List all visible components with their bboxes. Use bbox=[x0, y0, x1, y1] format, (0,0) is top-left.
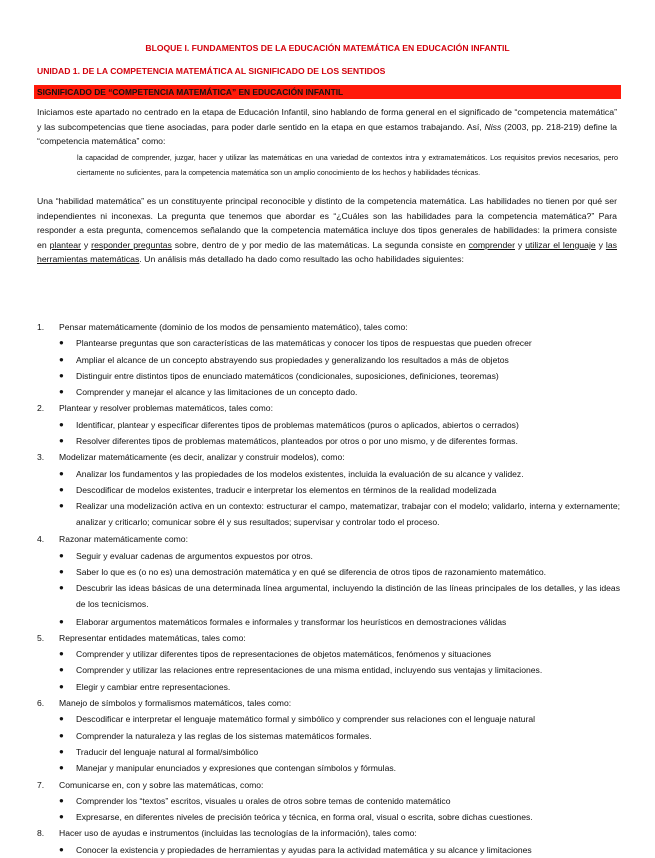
skill-bullet bbox=[59, 368, 620, 384]
para-text: y bbox=[595, 239, 606, 250]
skill-item bbox=[37, 449, 620, 465]
bullet-icon: ● bbox=[59, 844, 64, 854]
skill-bullet bbox=[59, 809, 620, 825]
para-text: . Un análisis más detallado ha dado como resultado las ocho habilidades siguientes: bbox=[139, 254, 464, 265]
para-text: y bbox=[515, 239, 526, 250]
bullet-text: Conocer la existencia y propiedades de herramientas y ayudas para la actividad matemática y su alcance y limitaciones bbox=[76, 844, 532, 855]
bullet-icon: ● bbox=[59, 484, 64, 494]
skill-number: 7. bbox=[37, 779, 45, 790]
skill-number: 4. bbox=[37, 534, 45, 545]
skill-bullet bbox=[59, 793, 620, 809]
unit-title: UNIDAD 1. DE LA COMPETENCIA MATEMÁTICA AL SIGNIFICADO DE LOS SENTIDOS bbox=[37, 66, 386, 76]
bullet-icon: ● bbox=[59, 370, 64, 380]
bullet-icon: ● bbox=[59, 649, 64, 659]
bullet-text: Manejar y manipular enunciados y expresiones que contengan símbolos y fórmulas. bbox=[76, 763, 397, 774]
skill-bullet bbox=[59, 744, 620, 760]
skill-title: Hacer uso de ayudas e instrumentos (incluidas las tecnologías de la información), tales como: bbox=[59, 828, 417, 839]
skill-bullet bbox=[59, 646, 620, 662]
skill-title: Representar entidades matemáticas, tales como: bbox=[59, 632, 246, 643]
intro-text: Iniciamos este apartado no centrado en la etapa de Educación Infantil, sino hablando de forma general en el significado de “competencia matemática” y las subcompetencias que tiene asociadas, para poder darle sentido en la etapa en que estamos trabajando. Así, bbox=[37, 107, 617, 132]
section-heading: SIGNIFICADO DE “COMPETENCIA MATEMÁTICA” EN EDUCACIÓN INFANTIL bbox=[34, 85, 621, 99]
skill-item bbox=[37, 400, 620, 416]
bullet-icon: ● bbox=[59, 583, 64, 593]
bullet-text: Descodificar e interpretar el lenguaje matemático formal y simbólico y comprender sus relaciones con el lenguaje natural bbox=[76, 714, 536, 725]
bullet-text: Saber lo que es (o no es) una demostración matemática y en qué se diferencia de otros tipos de razonamiento matemático. bbox=[76, 567, 547, 578]
bullet-text: Seguir y evaluar cadenas de argumentos expuestos por otros. bbox=[76, 550, 313, 561]
bullet-icon: ● bbox=[59, 746, 64, 756]
skill-bullet bbox=[59, 614, 620, 630]
bullet-text: Ampliar el alcance de un concepto abstrayendo sus propiedades y generalizando los resultados a más de objetos bbox=[76, 354, 509, 365]
bullet-icon: ● bbox=[59, 616, 64, 626]
bullet-text: Comprender y manejar el alcance y las limitaciones de un concepto dado. bbox=[76, 387, 358, 398]
bullet-icon: ● bbox=[59, 567, 64, 577]
skill-number: 3. bbox=[37, 452, 45, 463]
bullet-icon: ● bbox=[59, 730, 64, 740]
bullet-icon: ● bbox=[59, 812, 64, 822]
bullet-text: Analizar los fundamentos y las propiedades de los modelos existentes, incluida la evaluación de su alcance y validez. bbox=[76, 468, 524, 479]
bullet-text: Resolver diferentes tipos de problemas matemáticos, planteados por otros o por uno mismo, y de diferentes formas. bbox=[76, 436, 518, 447]
skill-bullet bbox=[59, 498, 620, 531]
skill-bullet bbox=[59, 662, 620, 678]
bullet-text: Expresarse, en diferentes niveles de precisión teórica y técnica, en forma oral, visual o escrita, sobre dichas cuestiones. bbox=[76, 812, 533, 823]
bullet-icon: ● bbox=[59, 681, 64, 691]
skill-bullet bbox=[59, 466, 620, 482]
skill-bullet bbox=[59, 728, 620, 744]
bullet-text: Traducir del lenguaje natural al formal/simbólico bbox=[76, 746, 259, 757]
bullet-text: Elaborar argumentos matemáticos formales e informales y transformar los heurísticos en demostraciones válidas bbox=[76, 616, 507, 627]
skill-item bbox=[37, 319, 620, 335]
bullet-icon: ● bbox=[59, 387, 64, 397]
underlined-term: las herramientas matemáticas bbox=[37, 239, 618, 265]
skill-item bbox=[37, 777, 620, 793]
author-name: Niss bbox=[484, 121, 502, 132]
block-title: BLOQUE I. FUNDAMENTOS DE LA EDUCACIÓN MATEMÁTICA EN EDUCACIÓN INFANTIL bbox=[145, 43, 510, 53]
bullet-icon: ● bbox=[59, 501, 64, 511]
definition-quote: la capacidad de comprender, juzgar, hacer y utilizar las matemáticas en una variedad de contextos intra y extramatemáticos. Los requisitos previos necesarios, pero ciertamente no suficientes, para la competencia matemática son un amplio conocimiento de los hechos y habilidades técnicas. bbox=[77, 153, 618, 177]
skill-title: Plantear y resolver problemas matemáticos, tales como: bbox=[59, 403, 273, 414]
skill-bullet bbox=[59, 433, 620, 449]
skill-bullet bbox=[59, 842, 620, 858]
bullet-icon: ● bbox=[59, 354, 64, 364]
skills-paragraph bbox=[37, 194, 617, 267]
bullet-text: Plantearse preguntas que son características de las matemáticas y conocer los tipos de respuestas que pueden ofrecer bbox=[76, 338, 532, 349]
skill-item bbox=[37, 695, 620, 711]
skill-bullet bbox=[59, 352, 620, 368]
skill-bullet bbox=[59, 760, 620, 776]
skills-list bbox=[37, 319, 620, 858]
skill-bullet bbox=[59, 548, 620, 564]
skill-item bbox=[37, 825, 620, 841]
bullet-icon: ● bbox=[59, 550, 64, 560]
intro-paragraph bbox=[37, 105, 617, 149]
skill-item bbox=[37, 531, 620, 547]
bullet-icon: ● bbox=[59, 763, 64, 773]
bullet-text: Comprender la naturaleza y las reglas de los sistemas matemáticos formales. bbox=[76, 730, 372, 741]
skill-bullet bbox=[59, 580, 620, 613]
skill-bullet bbox=[59, 384, 620, 400]
bullet-icon: ● bbox=[59, 436, 64, 446]
underlined-term: responder preguntas bbox=[91, 239, 172, 250]
bullet-text: Elegir y cambiar entre representaciones. bbox=[76, 681, 231, 692]
bullet-text: Comprender y utilizar las relaciones entre representaciones de una misma entidad, incluyendo sus ventajas y limitaciones. bbox=[76, 665, 543, 676]
skill-number: 6. bbox=[37, 698, 45, 709]
skill-number: 5. bbox=[37, 632, 45, 643]
intro-text-end: (2003, pp. 218-219) define la “competencia matemática” como: bbox=[37, 121, 617, 147]
skill-bullet bbox=[59, 564, 620, 580]
skill-title: Manejo de símbolos y formalismos matemáticos, tales como: bbox=[59, 698, 292, 709]
para-text: y bbox=[80, 239, 92, 250]
skill-number: 2. bbox=[37, 403, 45, 414]
skill-bullet bbox=[59, 679, 620, 695]
skill-bullet bbox=[59, 335, 620, 351]
para-text: Una “habilidad matemática” es un constituyente principal reconocible y distinto de la competencia matemática. Las habilidades no tienen por qué ser independientes ni inconexas. La pregunta que tenemos que abordar es “¿Cuáles son las habilidades para la competencia matemática?” Para responder a esta pregunta, comencemos señalando que la competencia matemática incluye dos tipos generales de habilidades: la primera consiste en bbox=[37, 196, 617, 250]
bullet-text: Descodificar de modelos existentes, traducir e interpretar los elementos en términos de la realidad modelizada bbox=[76, 484, 497, 495]
bullet-icon: ● bbox=[59, 338, 64, 348]
skill-bullet bbox=[59, 482, 620, 498]
bullet-icon: ● bbox=[59, 419, 64, 429]
underlined-term: utilizar el lenguaje bbox=[525, 239, 596, 250]
bullet-text: Comprender y utilizar diferentes tipos de representaciones de objetos matemáticos, fenómenos y situaciones bbox=[76, 649, 492, 660]
skill-title: Razonar matemáticamente como: bbox=[59, 534, 188, 545]
bullet-text: Identificar, plantear y especificar diferentes tipos de problemas matemáticos (puros o aplicados, abiertos o cerrados) bbox=[76, 419, 519, 430]
bullet-text: Distinguir entre distintos tipos de enunciado matemáticos (condicionales, suposiciones, definiciones, teoremas) bbox=[76, 370, 499, 381]
bullet-icon: ● bbox=[59, 795, 64, 805]
skill-number: 1. bbox=[37, 322, 45, 332]
bullet-text: Descubrir las ideas básicas de una determinada línea argumental, incluyendo la distinción de las líneas principales de los detalles, y las ideas de los tecnicismos. bbox=[76, 583, 620, 609]
skill-item bbox=[37, 630, 620, 646]
skill-number: 8. bbox=[37, 828, 45, 839]
bullet-text: Comprender los “textos” escritos, visuales u orales de otros sobre temas de contenido matemático bbox=[76, 795, 451, 806]
bullet-icon: ● bbox=[59, 714, 64, 724]
skill-title: Pensar matemáticamente (dominio de los modos de pensamiento matemático), tales como: bbox=[59, 322, 408, 332]
para-text: sobre, dentro de y por medio de las matemáticas. La segunda consiste en bbox=[171, 239, 469, 250]
bullet-icon: ● bbox=[59, 468, 64, 478]
skill-title: Modelizar matemáticamente (es decir, analizar y construir modelos), como: bbox=[59, 452, 345, 463]
bullet-text: Realizar una modelización activa en un contexto: estructurar el campo, matematizar, trabajar con el modelo; validarlo, interna y externamente; analizar y criticarlo; comunicar sobre él y sus resultados; supervisar y controlar todo el proceso. bbox=[76, 501, 620, 527]
underlined-term: plantear bbox=[49, 239, 81, 250]
skill-bullet bbox=[59, 417, 620, 433]
skill-bullet bbox=[59, 711, 620, 727]
bullet-icon: ● bbox=[59, 665, 64, 675]
underlined-term: comprender bbox=[468, 239, 515, 250]
skill-title: Comunicarse en, con y sobre las matemáticas, como: bbox=[59, 779, 264, 790]
